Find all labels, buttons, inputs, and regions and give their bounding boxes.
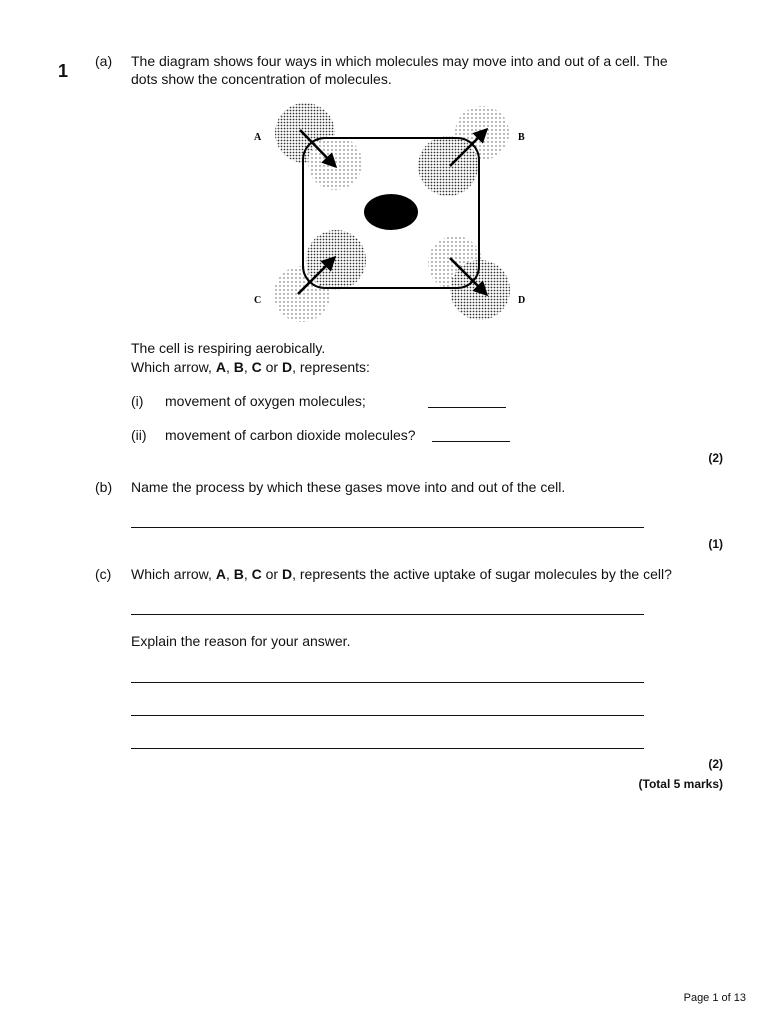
question-number: 1 (58, 61, 69, 81)
cell-diagram (250, 100, 530, 325)
part-c-text: Which arrow, A, B, C or D, represents the active uptake of sugar molecules by the cell? (131, 566, 672, 582)
part-c-marks: (2) (708, 757, 723, 771)
region-b-inside (418, 136, 478, 196)
part-c-explain: Explain the reason for your answer. (131, 633, 351, 649)
sub-ii-text: movement of carbon dioxide molecules? (165, 427, 416, 443)
region-d-outside (450, 260, 510, 320)
which-arrow-line: Which arrow, A, B, C or D, represents: (131, 359, 370, 375)
part-c-label: (c) (95, 566, 112, 582)
answer-line-c-explain-3[interactable] (131, 748, 644, 749)
page-number: Page 1 of 13 (683, 992, 746, 1004)
part-a-intro: The diagram shows four ways in which molecules may move into and out of a cell. The dots show the concentration of molecules. (131, 53, 668, 87)
label-c: C (254, 295, 262, 306)
part-a-marks: (2) (708, 451, 723, 465)
part-a-label: (a) (95, 53, 113, 69)
part-b-text: Name the process by which these gases move into and out of the cell. (131, 479, 566, 495)
answer-line-ii[interactable] (432, 441, 510, 442)
answer-line-c-explain-1[interactable] (131, 682, 644, 683)
sub-i-label: (i) (131, 393, 144, 409)
label-a: A (254, 132, 262, 143)
label-b: B (518, 132, 525, 143)
nucleus (364, 194, 418, 230)
respiring-line: The cell is respiring aerobically. (131, 340, 326, 356)
answer-line-b[interactable] (131, 527, 644, 528)
part-b-marks: (1) (708, 537, 723, 551)
part-b-label: (b) (95, 479, 113, 495)
region-c-inside (306, 230, 366, 290)
answer-line-c-explain-2[interactable] (131, 715, 644, 716)
answer-line-c[interactable] (131, 614, 644, 615)
sub-ii-label: (ii) (131, 427, 147, 443)
total-marks: (Total 5 marks) (638, 777, 723, 791)
answer-line-i[interactable] (428, 407, 506, 408)
label-d: D (518, 295, 526, 306)
sub-i-text: movement of oxygen molecules; (165, 393, 366, 409)
region-a-inside (308, 136, 362, 190)
